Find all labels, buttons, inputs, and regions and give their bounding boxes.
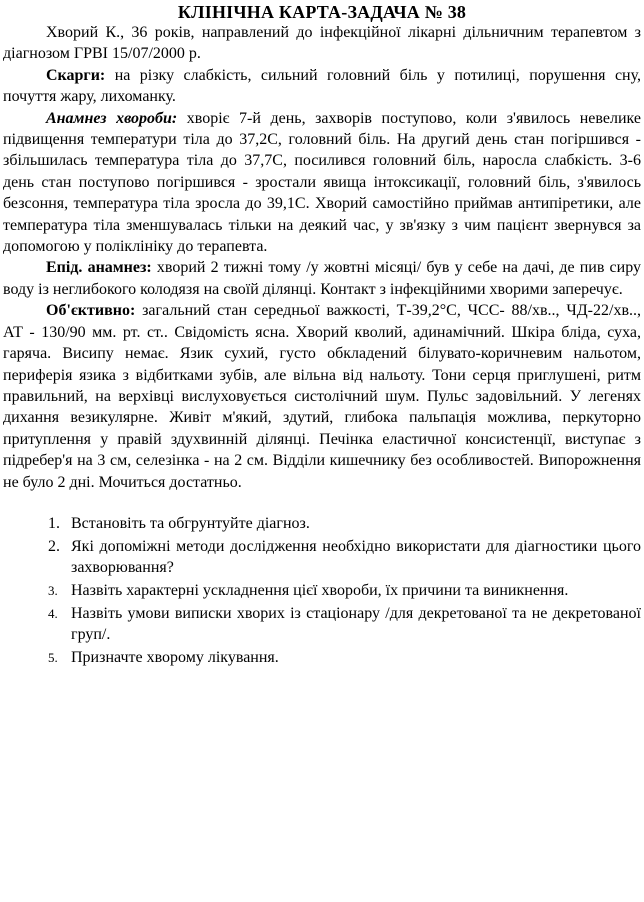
anamnesis-epid-label: Епід. анамнез: [46,259,152,277]
anamnesis-epid-text: хворий 2 тижні тому /у жовтні місяці/ був у себе на дачі, де пив сиру воду із неглибокого колодязя на своїй ділянці. Контакт з інфекційними хворими заперечує. [3,259,641,298]
objective-label: Об'єктивно: [46,302,136,320]
question-text: Назвіть умови виписки хворих із стаціонару /для декретованої та не декретованої груп/. [71,604,641,643]
question-number: 3. [48,582,58,598]
complaints-text: на різку слабкість, сильний головний біль у потилиці, порушення сну, почуття жару, лихоманку. [3,66,641,106]
question-item [3,513,641,534]
anamnesis-morbi-label: Анамнез хвороби: [46,109,178,127]
question-item [3,647,641,668]
intro-paragraph: Хворий К., 36 років, направлений до інфекційної лікарні дільничним терапевтом з діагнозом ГРВІ 15/07/2000 р. [3,24,641,63]
question-number: 5. [48,649,58,665]
question-item [3,580,641,601]
question-text: Назвіть характерні ускладнення цієї хвороби, їх причини та виникнення. [71,581,569,599]
objective-paragraph [3,300,641,493]
question-number: 4. [48,605,58,621]
objective-text: загальний стан середньої важкості, Т-39,2°С, ЧСС- 88/хв.., ЧД-22/хв.., АТ - 130/90 мм. рт. ст.. Свідомість ясна. Хворий кволий, адинамічний. Шкіра бліда, суха, гаряча. Висипу немає. Язик сухий, густо обкладений білувато-коричневим нальотом, периферія язика з відбитками зубів, але вільна від нальоту. Тони серця приглушені, ритм правильний, на верхівці вислуховується систолічний шум. Пульс задовільний. У легенях дихання везикулярне. Живіт м'який, здутий, глибока пальпація можлива, перкуторно притуплення у правій здухвинній ділянці. Печінка еластичної консистенції, виступає з підребер'я на 3 см, селезінка - на 2 см. Відділи кишечнику без особливостей. Випорожнення не було 2 дні. Мочиться достатньо. [3,302,641,491]
question-text: Призначте хворому лікування. [71,648,279,666]
anamnesis-morbi-paragraph [3,108,641,258]
question-number: 2. [48,537,60,555]
question-item [3,603,641,645]
anamnesis-epid-paragraph [3,257,641,300]
complaints-label: Скарги: [46,66,106,84]
questions-list [3,513,641,668]
question-text: Встановіть та обгрунтуйте діагноз. [71,514,310,532]
complaints-paragraph [3,65,641,108]
page-title: КЛІНІЧНА КАРТА-ЗАДАЧА № 38 [177,2,467,22]
question-item [3,536,641,578]
anamnesis-morbi-text: хворіє 7-й день, захворів поступово, коли з'явилось невелике підвищення температури тіла до 37,2С, головний біль. На другий день стан погіршився - збільшилась температура тіла до 37,7С, посилився головний біль, наросла слабкість. 3-6 день стан поступово погіршився - зростали явища інтоксикації, головний біль, з'явилось безсоння, температура тіла зросла до 39,1С. Хворий самостійно приймав антипіретики, але температура тіла зменшувалась тільки на деякий час, у зв'язку з чим пацієнт звернувся за допомогою у поліклініку до терапевта. [3,109,641,256]
question-text: Які допоміжні методи дослідження необхідно використати для діагностики цього захворювання? [71,537,641,576]
question-number: 1. [48,514,60,532]
